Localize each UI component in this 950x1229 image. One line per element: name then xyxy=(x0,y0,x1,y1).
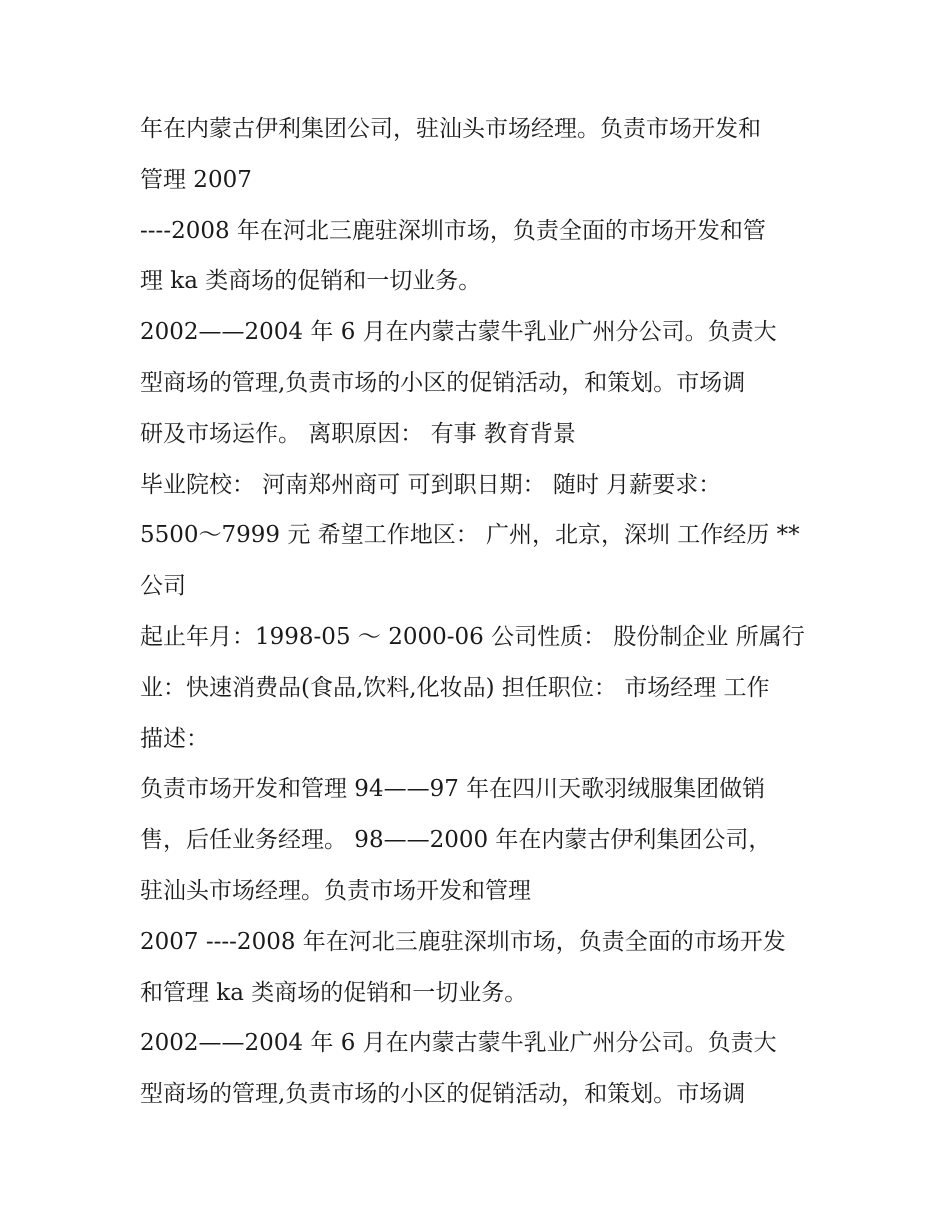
text-line: 负责市场开发和管理 94——97 年在四川天歌羽绒服集团做销 xyxy=(140,776,766,803)
text-line: 售，后任业务经理。 98——2000 年在内蒙古伊利集团公司， xyxy=(140,827,772,854)
text-line: 公司 xyxy=(140,573,186,600)
document-body xyxy=(140,104,820,1120)
text-line: 年在内蒙古伊利集团公司，驻汕头市场经理。负责市场开发和 xyxy=(140,116,761,142)
text-line: 毕业院校： 河南郑州商可 可到职日期： 随时 月薪要求： xyxy=(140,471,722,498)
text-line: 驻汕头市场经理。负责市场开发和管理 xyxy=(140,877,531,904)
text-line: 起止年月：1998-05 ～ 2000-06 公司性质： 股份制企业 所属行 xyxy=(140,623,805,650)
text-line: 研及市场运作。 离职原因： 有事 教育背景 xyxy=(140,420,576,447)
text-line: 业：快速消费品(食品,饮料,化妆品) 担任职位： 市场经理 工作 xyxy=(140,674,770,701)
text-line: 描述： xyxy=(140,725,209,752)
text-line: 型商场的管理,负责市场的小区的促销活动，和策划。市场调 xyxy=(140,1081,746,1108)
text-line: 2002——2004 年 6 月在内蒙古蒙牛乳业广州分公司。负责大 xyxy=(140,1030,777,1057)
text-line: 2007 ----2008 年在河北三鹿驻深圳市场，负责全面的市场开发 xyxy=(140,928,786,955)
text-line: 和管理 ka 类商场的促销和一切业务。 xyxy=(140,979,528,1006)
text-line: 5500～7999 元 希望工作地区： 广州，北京，深圳 工作经历 ** xyxy=(140,522,800,549)
text-line: 管理 2007 xyxy=(140,166,252,193)
text-line: 型商场的管理,负责市场的小区的促销活动，和策划。市场调 xyxy=(140,369,746,396)
text-line: 2002——2004 年 6 月在内蒙古蒙牛乳业广州分公司。负责大 xyxy=(140,319,777,346)
text-line: 理 ka 类商场的促销和一切业务。 xyxy=(140,268,482,295)
text-line: ----2008 年在河北三鹿驻深圳市场，负责全面的市场开发和管 xyxy=(140,217,766,244)
